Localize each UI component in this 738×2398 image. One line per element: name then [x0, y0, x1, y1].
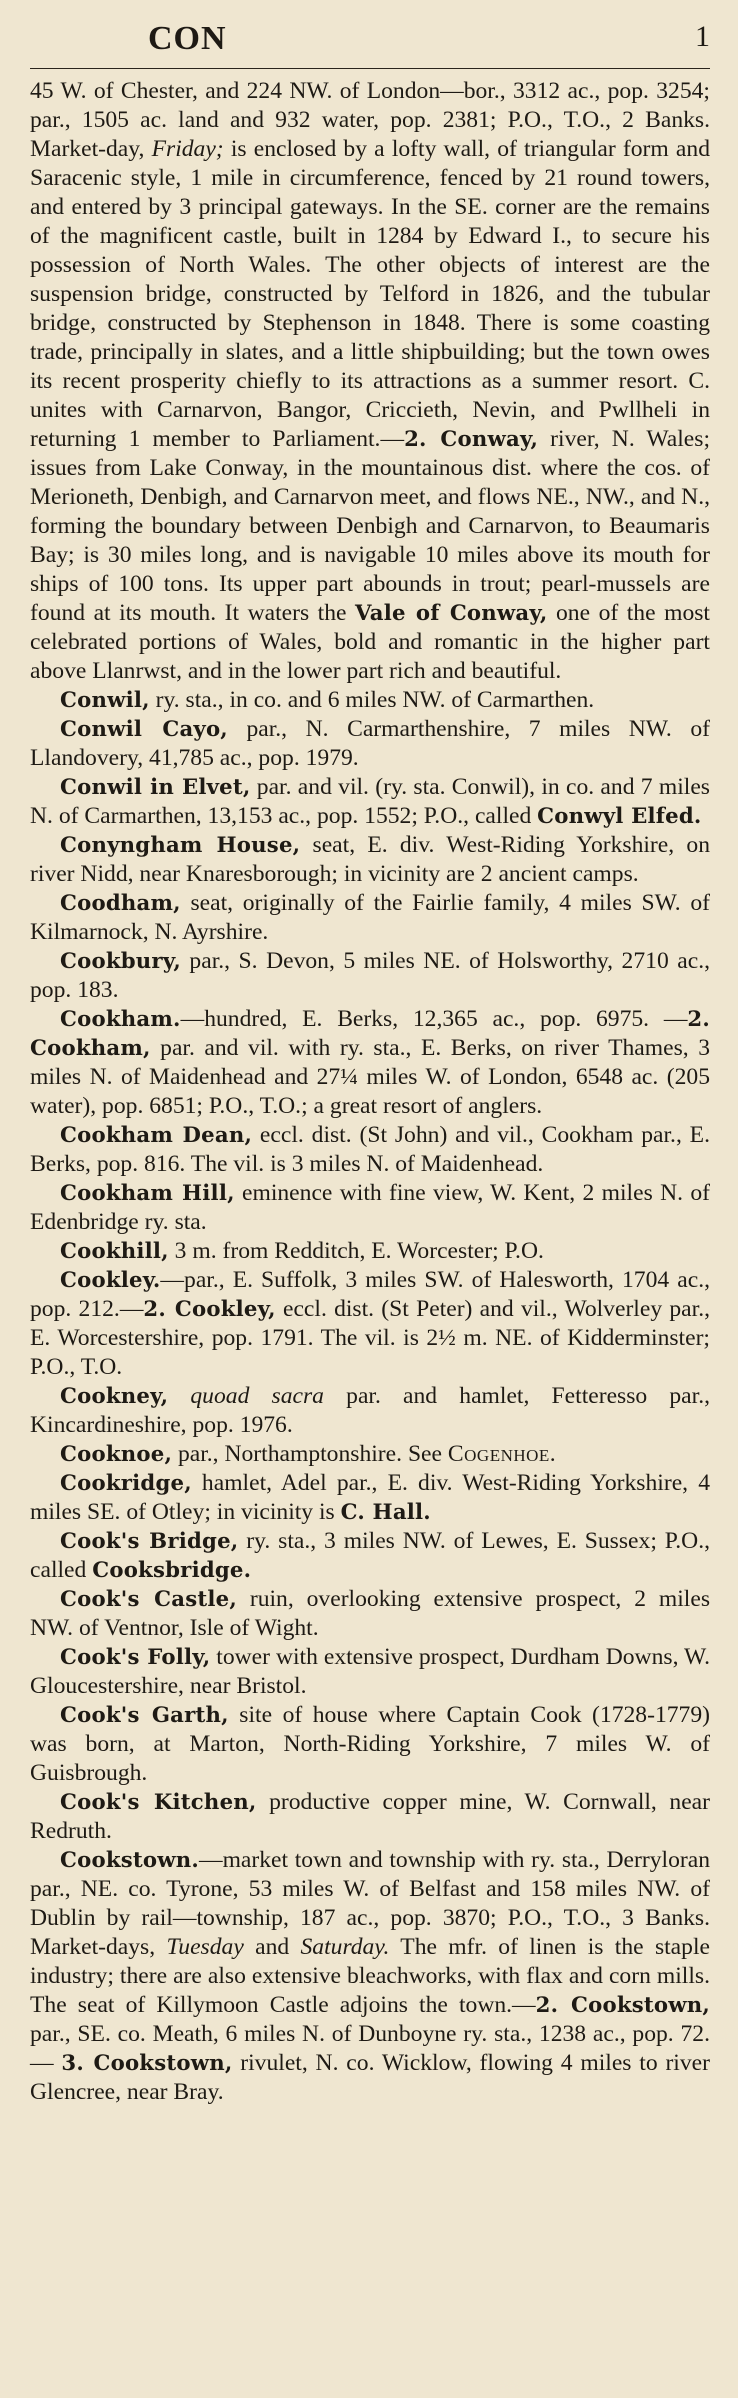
- entry-headword: 2. Cookley,: [143, 1297, 276, 1322]
- entry-headword: Conwyl Elfed.: [537, 804, 702, 829]
- italic-text: Saturday.: [300, 1934, 390, 1960]
- entry-text: eccl. dist. (St John) and vil., Cookham par., E. Berks, pop. 816. The vil. is 3 miles N. of Maidenhead.: [30, 1122, 710, 1177]
- entry-text: and: [243, 1934, 301, 1960]
- entry-continuation: [30, 77, 710, 686]
- gazetteer-entry: [30, 831, 710, 889]
- entry-text: is enclosed by a lofty wall, of triangular form and Saracenic style, 1 mile in circumference, fenced by 21 round towers, and entered by 3 principal gateways. In the SE. corner are the remains of the magnificent castle, built in 1284 by Edward I., to secure his possession of North Wales. The other objects of interest are the suspension bridge, constructed by Telford in 1826, and the tubular bridge, constructed by Stephenson in 1848. There is some coasting trade, principally in slates, and a little shipbuilding; but the town owes its recent prosperity chiefly to its attractions as a summer resort. C. unites with Carnarvon, Bangor, Criccieth, Nevin, and Pwllheli in returning 1 member to Parliament.—: [30, 136, 710, 452]
- entries-column: [30, 69, 710, 2107]
- entry-headword: Cooknoe,: [60, 1442, 173, 1467]
- entry-headword: Cook's Folly,: [60, 1645, 211, 1670]
- entry-text: The mfr. of linen is the staple industry; there are also extensive bleachworks, with flax and corn mills. The seat of Killymoon Castle adjoins the town.—: [30, 1934, 710, 2018]
- entry-headword: Cookley.: [60, 1268, 161, 1293]
- gazetteer-entry: [30, 1121, 710, 1179]
- entry-text: [168, 1383, 190, 1409]
- entry-headword: 2. Cookham,: [30, 1007, 710, 1061]
- entry-text: par., S. Devon, 5 miles NE. of Holsworthy, 2710 ac., pop. 183.: [30, 948, 710, 1003]
- entry-headword: Coodham,: [60, 891, 181, 916]
- entry-text: ry. sta., 3 miles NW. of Lewes, E. Sussex; P.O., called: [30, 1528, 710, 1583]
- gazetteer-entry: [30, 1440, 710, 1469]
- gazetteer-entry: [30, 1237, 710, 1266]
- entry-text: 45 W. of Chester, and 224 NW. of London—bor., 3312 ac., pop. 3254; par., 1505 ac. land and 932 water, pop. 2381; P.O., T.O., 2 Banks. Market-day,: [30, 78, 710, 162]
- entry-headword: Cookham Hill,: [60, 1181, 235, 1206]
- entry-text: seat, E. div. West-Riding Yorkshire, on river Nidd, near Knaresborough; in vicinity are 2 ancient camps.: [30, 832, 710, 887]
- entry-text: par., N. Carmarthenshire, 7 miles NW. of Llandovery, 41,785 ac., pop. 1979.: [30, 716, 710, 771]
- entry-headword: Conwil,: [60, 688, 150, 713]
- entry-headword: 3. Cookstown,: [61, 2051, 233, 2076]
- entry-headword: Vale of Conway,: [355, 601, 548, 626]
- gazetteer-entry: [30, 1382, 710, 1440]
- entry-text: eccl. dist. (St Peter) and vil., Wolverley par., E. Worcestershire, pop. 1791. The vil. is 2½ m. NE. of Kidderminster; P.O., T.O.: [30, 1296, 710, 1380]
- entry-headword: Conwil in Elvet,: [60, 775, 251, 800]
- entry-headword: Cook's Garth,: [60, 1703, 229, 1728]
- entry-headword: Cookney,: [60, 1384, 169, 1409]
- gazetteer-entry: [30, 1527, 710, 1585]
- entry-text: rivulet, N. co. Wicklow, flowing 4 miles to river Glencree, near Bray.: [30, 2050, 710, 2105]
- entry-text: par., SE. co. Meath, 6 miles N. of Dunboyne ry. sta., 1238 ac., pop. 72.—: [30, 2021, 710, 2076]
- entry-text: seat, originally of the Fairlie family, 4 miles SW. of Kilmarnock, N. Ayrshire.: [30, 890, 710, 945]
- cross-reference: Cogenhoe.: [447, 1441, 557, 1467]
- gazetteer-entry: [30, 1005, 710, 1121]
- gazetteer-entry: [30, 1846, 710, 2107]
- entry-text: tower with extensive prospect, Durdham Downs, W. Gloucestershire, near Bristol.: [30, 1644, 710, 1699]
- page-header: [30, 0, 710, 69]
- gazetteer-entry: [30, 1266, 710, 1382]
- gazetteer-entry: [30, 773, 710, 831]
- entry-headword: Cookbury,: [60, 949, 181, 974]
- entry-text: —market town and township with ry. sta., Derryloran par., NE. co. Tyrone, 53 miles W. of Belfast and 158 miles NW. of Dublin by rail—township, 187 ac., pop. 3870; P.O., T.O., 3 Banks. Market-days,: [30, 1847, 710, 1960]
- entry-text: productive copper mine, W. Cornwall, near Redruth.: [30, 1789, 711, 1844]
- entry-text: 3 m. from Redditch, E. Worcester; P.O.: [168, 1238, 544, 1264]
- gazetteer-entry: [30, 686, 710, 715]
- gazetteer-entry: [30, 1585, 710, 1643]
- entry-text: hamlet, Adel par., E. div. West-Riding Yorkshire, 4 miles SE. of Otley; in vicinity is: [30, 1470, 710, 1525]
- entry-headword: 2. Conway,: [404, 427, 539, 452]
- entry-text: river, N. Wales; issues from Lake Conway, in the mountainous dist. where the cos. of Merioneth, Denbigh, and Carnarvon meet, and flows NE., NW., and N., forming the boundary between Denbigh and Carnarvon, to Beaumaris Bay; is 30 miles long, and is navigable 10 miles above its mouth for ships of 100 tons. Its upper part abounds in trout; pearl-mussels are found at its mouth. It waters the: [30, 426, 711, 626]
- entry-text: site of house where Captain Cook (1728-1779) was born, at Marton, North-Riding Yorkshire, 7 miles W. of Guisbrough.: [30, 1702, 710, 1786]
- entry-headword: Cookridge,: [60, 1471, 192, 1496]
- entry-headword: Cookham.: [60, 1007, 181, 1032]
- entry-text: par. and vil. with ry. sta., E. Berks, on river Thames, 3 miles N. of Maidenhead and 27¼ miles W. of London, 6548 ac. (205 water), pop. 6851; P.O., T.O.; a great resort of anglers.: [30, 1035, 710, 1119]
- gazetteer-entry: [30, 1469, 710, 1527]
- gazetteer-entry: [30, 1179, 710, 1237]
- italic-text: Friday;: [151, 136, 224, 162]
- entry-headword: Cooksbridge.: [92, 1558, 252, 1583]
- gazetteer-entry: [30, 889, 710, 947]
- entry-headword: Cook's Castle,: [60, 1587, 237, 1612]
- entry-headword: C. Hall.: [340, 1500, 431, 1525]
- entry-text: par. and vil. (ry. sta. Conwil), in co. and 7 miles N. of Carmarthen, 13,153 ac., pop. 1552; P.O., called: [30, 774, 710, 829]
- entry-headword: Cookstown.: [60, 1848, 199, 1873]
- running-head: CON: [148, 20, 227, 57]
- italic-text: quoad sacra: [190, 1383, 324, 1409]
- entry-text: par. and hamlet, Fetteresso par., Kincardineshire, pop. 1976.: [30, 1383, 711, 1438]
- gazetteer-entry: [30, 1701, 710, 1788]
- entry-text: par., Northamptonshire. See: [172, 1441, 448, 1467]
- entry-headword: 2. Cookstown,: [535, 1993, 711, 2018]
- entry-text: ruin, overlooking extensive prospect, 2 miles NW. of Ventnor, Isle of Wight.: [30, 1586, 710, 1641]
- entry-headword: Cook's Bridge,: [60, 1529, 239, 1554]
- italic-text: Tuesday: [166, 1934, 244, 1960]
- entry-headword: Cookham Dean,: [60, 1123, 253, 1148]
- gazetteer-entry: [30, 947, 710, 1005]
- entry-text: —par., E. Suffolk, 3 miles SW. of Halesworth, 1704 ac., pop. 212.—: [30, 1267, 710, 1322]
- entry-text: ry. sta., in co. and 6 miles NW. of Carmarthen.: [149, 687, 595, 713]
- entry-headword: Cook's Kitchen,: [60, 1790, 257, 1815]
- entry-headword: Conyngham House,: [60, 833, 301, 858]
- gazetteer-entry: [30, 715, 710, 773]
- entry-headword: Cookhill,: [60, 1239, 169, 1264]
- entry-text: —hundred, E. Berks, 12,365 ac., pop. 6975. —: [180, 1006, 688, 1032]
- entry-text: one of the most celebrated portions of Wales, bold and romantic in the higher part above Llanrwst, and in the lower part rich and beautiful.: [30, 600, 710, 684]
- gazetteer-entry: [30, 1643, 710, 1701]
- page-number: 1: [695, 20, 710, 53]
- entry-headword: Conwil Cayo,: [60, 717, 228, 742]
- gazetteer-entry: [30, 1788, 710, 1846]
- entry-text: eminence with fine view, W. Kent, 2 miles N. of Edenbridge ry. sta.: [30, 1180, 710, 1235]
